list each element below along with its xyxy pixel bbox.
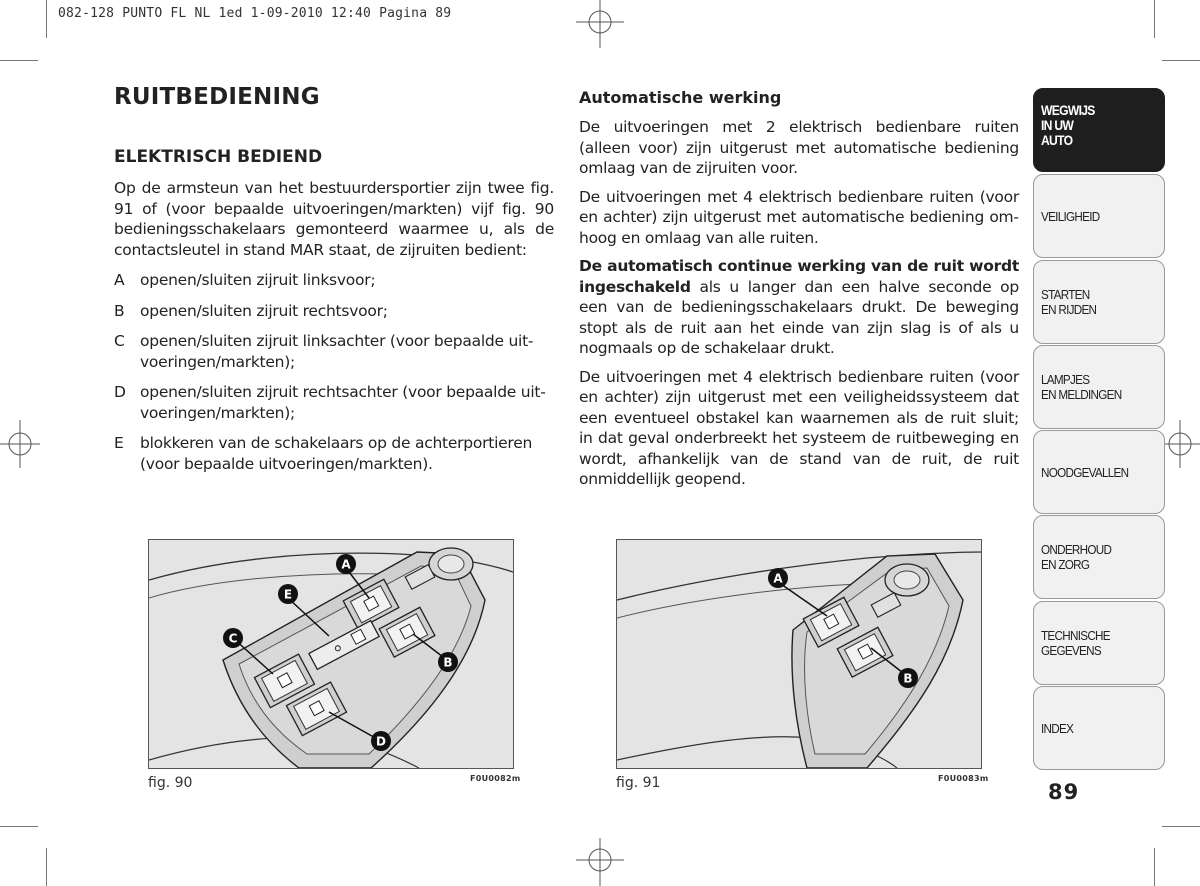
figure-90-caption: fig. 90 (148, 775, 193, 791)
list-item-text: openen/sluiten zijruit rechtsvoor; (140, 301, 388, 320)
callout-d-label: D (376, 734, 386, 749)
tab-lampjes[interactable] (1033, 345, 1165, 429)
callout-c-label: C (228, 631, 238, 646)
tab-technische-gegevens[interactable] (1033, 601, 1165, 685)
paragraph-4: De uitvoeringen met 4 elektrisch bedienbare ruiten (voor en achter) zijn uitgerust met een veiligheidssysteem dat een eventueel obstakel kan waarnemen als de ruit sluit; in dat geval onderbreekt het systeem de ruitbeweging en wordt, afhankelijk van de stand van de ruit, de ruit onmiddellijk geopend. (579, 367, 1019, 488)
intro-paragraph: Op de armsteun van het bestuurdersportier zijn twee fig. 91 of (voor bepaalde uitvoeringen/markten) vijf fig. 90 bedieningsschakelaars gemonteerd waarmee u, als de contactsleutel in stand MAR staat, de zijruiten bedient: (114, 179, 554, 259)
list-item (114, 433, 554, 474)
crop-mark (1162, 60, 1200, 61)
list-item-text: openen/sluiten zijruit rechtsachter (voor bepaalde uitvoeringen/markten); (140, 383, 546, 422)
list-item-letter: A (114, 271, 125, 289)
list-item-letter: C (114, 332, 125, 350)
print-header: 082-128 PUNTO FL NL 1ed 1-09-2010 12:40 Pagina 89 (58, 6, 452, 21)
figure-90-illustration (148, 539, 514, 769)
tab-label: LAMPJES EN MELDINGEN (1041, 372, 1122, 402)
tab-label: STARTEN EN RIJDEN (1041, 287, 1097, 317)
registration-mark-bottom (570, 838, 630, 886)
list-item (114, 301, 554, 322)
crop-mark (0, 826, 38, 827)
callout-a-label: A (341, 557, 351, 572)
switch-list (114, 270, 554, 474)
tab-onderhoud[interactable] (1033, 515, 1165, 599)
tab-label: TECHNISCHE GEGEVENS (1041, 628, 1110, 658)
paragraph-3 (579, 256, 1019, 359)
list-item (114, 382, 554, 423)
crop-mark (1162, 826, 1200, 827)
paragraph-1: De uitvoeringen met 2 elektrisch bedienbare ruiten (alleen voor) zijn uitgerust met automatische bediening omlaag van de zijruiten voor. (579, 118, 1019, 177)
tab-veiligheid[interactable] (1033, 174, 1165, 258)
tab-label: WEGWIJS IN UW AUTO (1041, 103, 1095, 148)
figure-91-caption: fig. 91 (616, 775, 661, 791)
paragraph-2: De uitvoeringen met 4 elektrisch bedienbare ruiten (voor en achter) zijn uitgerust met automatische bediening omhoog en omlaag van alle ruiten. (579, 187, 1019, 247)
tab-label: INDEX (1041, 720, 1074, 736)
registration-mark-left (0, 414, 40, 474)
figure-90-code: F0U0082m (470, 774, 521, 783)
left-column (114, 84, 554, 474)
callout-e-label: E (283, 587, 293, 602)
callout-b-label: B (903, 671, 913, 686)
list-item-letter: E (114, 434, 124, 452)
crop-mark (0, 60, 38, 61)
crop-mark (1154, 848, 1155, 886)
list-item-letter: D (114, 383, 126, 401)
callout-b-label: B (443, 655, 453, 670)
list-item-text: blokkeren van de schakelaars op de achterportieren (voor bepaalde uitvoeringen/markten). (140, 434, 533, 473)
callout-a-label: A (773, 571, 783, 586)
page-number: 89 (1048, 780, 1080, 804)
list-item-text: openen/sluiten zijruit linksachter (voor bepaalde uitvoeringen/markten); (140, 332, 534, 371)
tab-wegwijs[interactable] (1033, 88, 1165, 172)
section-heading: Automatische werking (579, 88, 782, 107)
list-item (114, 331, 554, 372)
right-column (579, 88, 1019, 490)
paragraph-3-rest: als u langer dan een halve seconde op een van de bedieningsschakelaars drukt. De beweging stopt als de ruit aan het einde van zijn slag is of als u nogmaals op de schakelaar drukt. (579, 277, 1019, 357)
crop-mark (1154, 0, 1155, 38)
tab-noodgevallen[interactable] (1033, 430, 1165, 514)
tab-index[interactable] (1033, 686, 1165, 770)
registration-mark-top (570, 0, 630, 50)
registration-mark-right (1160, 414, 1200, 474)
tab-label: VEILIGHEID (1041, 208, 1100, 224)
page-title: RUITBEDIENING (114, 84, 320, 110)
figure-91-illustration (616, 539, 982, 769)
list-item (114, 270, 554, 291)
list-item-text: openen/sluiten zijruit linksvoor; (140, 271, 376, 289)
tab-label: NOODGEVALLEN (1041, 464, 1129, 480)
figure-91-code: F0U0083m (938, 774, 989, 783)
crop-mark (46, 0, 47, 38)
paragraph-3-emphasis: De automatisch continue werking van de ruit wordt ingeschakeld (579, 257, 1019, 296)
list-item-letter: B (114, 301, 125, 320)
tab-starten[interactable] (1033, 260, 1165, 344)
section-subtitle: ELEKTRISCH BEDIEND (114, 147, 323, 167)
tab-label: ONDERHOUD EN ZORG (1041, 542, 1112, 572)
crop-mark (46, 848, 47, 886)
